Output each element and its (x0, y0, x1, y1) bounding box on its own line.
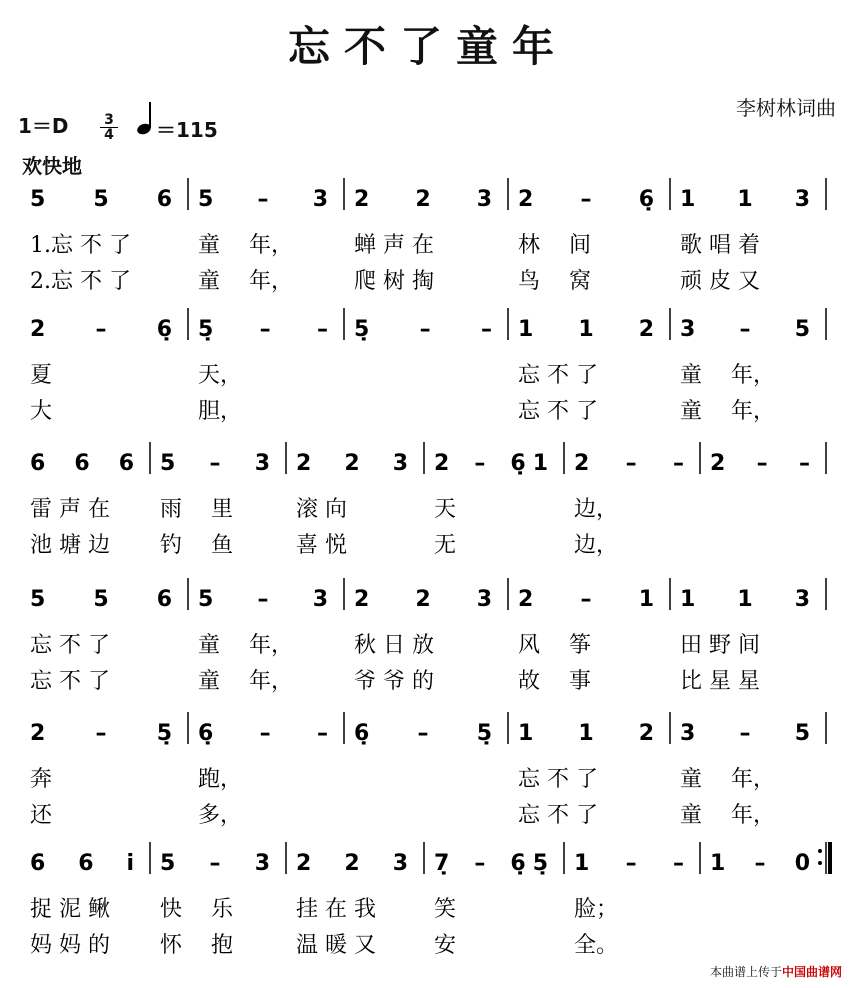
lyric-verse-2: 故 事 (518, 669, 591, 694)
lyric-verse-2: 童 年， (198, 669, 293, 694)
lyric-verse-2: 童 年， (198, 269, 293, 294)
measure-notes: 5 – 3 (198, 587, 328, 612)
lyric-verse-1: 蝉 声 在 (354, 233, 434, 258)
lyric-verse-1: 挂 在 我 (296, 897, 376, 922)
lyric-verse-1: 天， (198, 363, 243, 388)
lyric-verse-2: 边， (574, 533, 619, 558)
measure-notes: 2 – 1 (518, 587, 654, 612)
lyric-verse-1: 林 间 (518, 233, 591, 258)
measure-notes: 2 – 5̣ (30, 721, 172, 746)
measure-notes: 1 1 2 (518, 721, 654, 746)
lyric-verse-1: 童 年， (198, 233, 293, 258)
lyric-verse-1: 雷 声 在 (30, 497, 110, 522)
measure-notes: 2 2 3 (296, 851, 408, 876)
lyric-verse-1: 童 年， (680, 363, 775, 388)
credit-site: 中国曲谱网 (781, 965, 842, 979)
expression-marking: 欢快地 (22, 154, 82, 178)
lyric-verse-1: 快 乐 (160, 897, 233, 922)
final-barline (828, 842, 832, 874)
lyric-verse-1: 天 (434, 497, 457, 522)
lyric-verse-1: 边， (574, 497, 619, 522)
lyric-verse-2: 大 (30, 399, 53, 424)
lyric-verse-2: 无 (434, 533, 457, 558)
measure-notes: 2 2 3 (354, 187, 492, 212)
lyric-verse-2: 童 年， (680, 399, 775, 424)
measure-notes: 6̣ – 5̣ (354, 721, 492, 746)
lyric-verse-1: 夏 (30, 363, 53, 388)
lyric-verse-2: 忘 不 了 (518, 399, 598, 424)
lyric-verse-2: 忘 不 了 (518, 803, 598, 828)
measure-notes: 6 6 6 (30, 451, 134, 476)
lyric-verse-1: 滚 向 (296, 497, 347, 522)
measure-notes: 1 – – (574, 851, 684, 876)
measure-notes: 5 – 3 (198, 187, 328, 212)
measure-notes: 5 – 3 (160, 451, 270, 476)
lyric-verse-2: 忘 不 了 (30, 669, 110, 694)
lyric-verse-1: 雨 里 (160, 497, 233, 522)
measure-notes: 5 5 6 (30, 587, 172, 612)
lyric-verse-1: 脸； (574, 897, 619, 922)
measure-notes: 5̣ – – (354, 317, 492, 342)
measure-notes: 2 – 6̣ (518, 187, 654, 212)
measure-notes: 5 – 3 (160, 851, 270, 876)
lyric-verse-2: 胆， (198, 399, 243, 424)
lyric-verse-1: 跑， (198, 767, 243, 792)
measure-notes: 2 – – (710, 451, 810, 476)
upload-credit (710, 963, 842, 980)
lyric-verse-1: 忘 不 了 (518, 767, 598, 792)
repeat-dot (818, 849, 822, 853)
score-system (30, 308, 826, 424)
measure-notes: 1 1 2 (518, 317, 654, 342)
score-system (30, 712, 826, 828)
lyric-verse-2: 妈 妈 的 (30, 933, 110, 958)
measure-notes: 6̣ – – (198, 721, 328, 746)
lyric-verse-1: 童 年， (680, 767, 775, 792)
measure-notes: 5̣ – – (198, 317, 328, 342)
lyric-verse-2: 鸟 窝 (518, 269, 591, 294)
lyric-verse-2: 2.忘 不 了 (30, 269, 131, 294)
lyric-verse-2: 安 (434, 933, 457, 958)
lyric-verse-2: 还 (30, 803, 53, 828)
measure-notes: 3 – 5 (680, 721, 810, 746)
lyric-verse-2: 喜 悦 (296, 533, 347, 558)
lyric-verse-2: 全。 (574, 933, 619, 958)
lyric-verse-2: 多， (198, 803, 243, 828)
lyric-verse-2: 爬 树 掏 (354, 269, 434, 294)
lyric-verse-1: 忘 不 了 (30, 633, 110, 658)
lyric-verse-1: 捉 泥 鳅 (30, 897, 110, 922)
lyric-verse-1: 忘 不 了 (518, 363, 598, 388)
lyric-verse-2: 顽 皮 又 (680, 269, 760, 294)
time-signature-top: 3 (104, 112, 114, 128)
lyric-verse-2: 温 暖 又 (296, 933, 376, 958)
lyric-verse-1: 歌 唱 着 (680, 233, 760, 258)
measure-notes: 2 – 6̣ (30, 317, 172, 342)
lyric-verse-1: 笑 (434, 897, 457, 922)
lyric-verse-2: 怀 抱 (160, 933, 233, 958)
author-credit: 李树林词曲 (736, 96, 836, 120)
lyric-verse-1: 风 筝 (518, 633, 591, 658)
lyric-verse-1: 童 年， (198, 633, 293, 658)
score-system (30, 442, 826, 558)
lyric-verse-2: 池 塘 边 (30, 533, 110, 558)
credit-prefix: 本曲谱上传于 (709, 965, 782, 979)
lyric-verse-1: 田 野 间 (680, 633, 760, 658)
measure-notes: 2 2 3 (354, 587, 492, 612)
measure-notes: 2 2 3 (296, 451, 408, 476)
measure-notes: 1 – 0 (710, 851, 810, 876)
measure-notes: 3 – 5 (680, 317, 810, 342)
lyric-verse-2: 爷 爷 的 (354, 669, 434, 694)
measure-notes: 1 1 3 (680, 587, 810, 612)
lyric-verse-1: 秋 日 放 (354, 633, 434, 658)
repeat-dot (818, 861, 822, 865)
song-title: 忘不了童年 (287, 22, 568, 71)
measure-notes: 1 1 3 (680, 187, 810, 212)
lyric-verse-2: 比 星 星 (680, 669, 760, 694)
score-system (30, 842, 832, 958)
measure-notes: 6 6 i (30, 851, 134, 876)
lyric-verse-1: 奔 (30, 767, 53, 792)
measure-notes: 5 5 6 (30, 187, 172, 212)
score-system (30, 178, 826, 294)
key-signature: 1＝D (18, 114, 69, 138)
measure-notes: 2 – 6̣1 (434, 451, 548, 476)
tempo-value: ＝115 (156, 118, 218, 142)
time-signature-bottom: 4 (104, 127, 114, 143)
measure-notes: 2 – – (574, 451, 684, 476)
lyric-verse-2: 童 年， (680, 803, 775, 828)
score-system (30, 578, 826, 694)
measure-notes: 7̣ – 6̣5̣ (434, 851, 548, 876)
lyric-verse-1: 1.忘 不 了 (30, 233, 131, 258)
lyric-verse-2: 钓 鱼 (160, 533, 233, 558)
